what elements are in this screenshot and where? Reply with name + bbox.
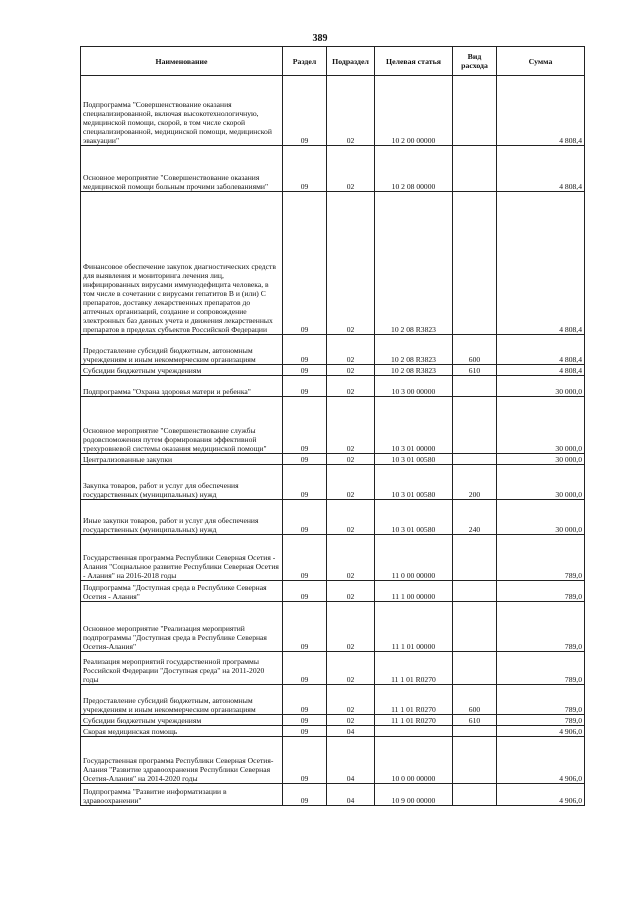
row-subsection-cell: 02 (327, 76, 375, 146)
header-subsection: Подраздел (327, 47, 375, 76)
row-name-cell: Основное мероприятие "Реализация мероприятий подпрограммы "Доступная среда в Республике Северная Осетия-Алания" (81, 602, 283, 652)
row-target-cell (375, 726, 453, 737)
row-subsection-cell: 04 (327, 737, 375, 784)
table-row (81, 602, 585, 652)
table-row (81, 652, 585, 685)
table-row (81, 685, 585, 715)
row-name-cell: Государственная программа Республики Северная Осетия - Алания "Социальное развитие Республики Северная Осетия - Алания" на 2016-2018 годы (81, 535, 283, 581)
row-amount-cell: 789,0 (497, 602, 585, 652)
table-row (81, 365, 585, 376)
row-section-cell: 09 (283, 685, 327, 715)
row-amount-cell: 30 000,0 (497, 454, 585, 465)
row-kind-cell (453, 192, 497, 335)
row-name-cell: Централизованные закупки (81, 454, 283, 465)
header-amount: Сумма (497, 47, 585, 76)
row-amount-cell: 30 000,0 (497, 465, 585, 500)
table-row (81, 192, 585, 335)
table-row (81, 737, 585, 784)
row-section-cell: 09 (283, 737, 327, 784)
row-subsection-cell: 04 (327, 726, 375, 737)
table-row (81, 726, 585, 737)
row-amount-cell: 4 808,4 (497, 146, 585, 192)
row-section-cell: 09 (283, 500, 327, 535)
row-amount-cell: 30 000,0 (497, 397, 585, 454)
row-name-cell: Подпрограмма "Доступная среда в Республике Северная Осетия - Алания" (81, 581, 283, 602)
row-subsection-cell: 02 (327, 715, 375, 726)
row-target-cell: 11 0 00 00000 (375, 535, 453, 581)
row-target-cell: 11 1 01 00000 (375, 602, 453, 652)
row-name-cell: Субсидии бюджетным учреждениям (81, 715, 283, 726)
row-kind-cell (453, 535, 497, 581)
row-section-cell: 09 (283, 652, 327, 685)
row-name-cell: Реализация мероприятий государственной программы Российской Федерации "Доступная среда" на 2011-2020 годы (81, 652, 283, 685)
row-subsection-cell: 02 (327, 465, 375, 500)
row-target-cell: 10 3 01 00580 (375, 500, 453, 535)
row-subsection-cell: 02 (327, 454, 375, 465)
row-section-cell: 09 (283, 602, 327, 652)
table-row (81, 500, 585, 535)
row-subsection-cell: 02 (327, 685, 375, 715)
row-amount-cell: 789,0 (497, 685, 585, 715)
header-section: Раздел (283, 47, 327, 76)
row-amount-cell: 4 808,4 (497, 365, 585, 376)
row-kind-cell: 610 (453, 365, 497, 376)
row-section-cell: 09 (283, 581, 327, 602)
row-subsection-cell: 02 (327, 376, 375, 397)
row-name-cell: Подпрограмма "Совершенствование оказания специализированной, включая высокотехнологичную, медицинской помощи, скорой, в том числе скорой специализированной, медицинской помощи, медицинской эвакуации" (81, 76, 283, 146)
row-kind-cell: 600 (453, 685, 497, 715)
row-subsection-cell: 02 (327, 581, 375, 602)
table-row (81, 535, 585, 581)
row-section-cell: 09 (283, 465, 327, 500)
table-row (81, 581, 585, 602)
row-subsection-cell: 02 (327, 146, 375, 192)
row-kind-cell (453, 146, 497, 192)
row-subsection-cell: 04 (327, 784, 375, 806)
header-kind: Вид расхода (453, 47, 497, 76)
row-target-cell: 10 3 01 00000 (375, 397, 453, 454)
row-section-cell: 09 (283, 397, 327, 454)
row-kind-cell (453, 602, 497, 652)
row-target-cell: 10 2 08 R3823 (375, 192, 453, 335)
row-target-cell: 10 2 00 00000 (375, 76, 453, 146)
row-target-cell: 10 3 01 00580 (375, 454, 453, 465)
row-target-cell: 10 2 08 00000 (375, 146, 453, 192)
row-target-cell: 10 0 00 00000 (375, 737, 453, 784)
page-number: 389 (312, 33, 328, 44)
row-kind-cell (453, 397, 497, 454)
row-subsection-cell: 02 (327, 365, 375, 376)
row-name-cell: Основное мероприятие "Совершенствование оказания медицинской помощи больным прочими заболеваниями" (81, 146, 283, 192)
row-target-cell: 11 1 00 00000 (375, 581, 453, 602)
row-target-cell: 10 2 08 R3823 (375, 365, 453, 376)
row-target-cell: 10 3 00 00000 (375, 376, 453, 397)
row-kind-cell (453, 454, 497, 465)
row-amount-cell: 789,0 (497, 715, 585, 726)
row-amount-cell: 4 808,4 (497, 335, 585, 365)
row-target-cell: 11 1 01 R0270 (375, 652, 453, 685)
row-amount-cell: 789,0 (497, 535, 585, 581)
row-section-cell: 09 (283, 335, 327, 365)
row-name-cell: Государственная программа Республики Северная Осетия-Алания "Развитие здравоохранения Республики Северная Осетия-Алания" на 2014-2020 годы (81, 737, 283, 784)
row-name-cell: Подпрограмма "Охрана здоровья матери и ребенка" (81, 376, 283, 397)
row-target-cell: 10 3 01 00580 (375, 465, 453, 500)
row-kind-cell (453, 76, 497, 146)
row-kind-cell (453, 726, 497, 737)
table-row (81, 465, 585, 500)
header-target: Целевая статья (375, 47, 453, 76)
row-name-cell: Основное мероприятие "Совершенствование службы родовспоможения путем формирования эффективной трехуровневой системы оказания медицинской помощи" (81, 397, 283, 454)
row-target-cell: 11 1 01 R0270 (375, 685, 453, 715)
row-subsection-cell: 02 (327, 192, 375, 335)
row-name-cell: Субсидии бюджетным учреждениям (81, 365, 283, 376)
table-row (81, 784, 585, 806)
row-name-cell: Иные закупки товаров, работ и услуг для обеспечения государственных (муниципальных) нужд (81, 500, 283, 535)
row-name-cell: Закупка товаров, работ и услуг для обеспечения государственных (муниципальных) нужд (81, 465, 283, 500)
row-kind-cell: 200 (453, 465, 497, 500)
row-amount-cell: 4 906,0 (497, 737, 585, 784)
row-subsection-cell: 02 (327, 602, 375, 652)
row-section-cell: 09 (283, 76, 327, 146)
row-kind-cell (453, 581, 497, 602)
row-section-cell: 09 (283, 784, 327, 806)
table-row (81, 454, 585, 465)
row-subsection-cell: 02 (327, 652, 375, 685)
row-amount-cell: 4 808,4 (497, 192, 585, 335)
row-section-cell: 09 (283, 454, 327, 465)
row-amount-cell: 30 000,0 (497, 500, 585, 535)
table-row (81, 397, 585, 454)
row-kind-cell: 600 (453, 335, 497, 365)
row-name-cell: Предоставление субсидий бюджетным, автономным учреждениям и иным некоммерческим организациям (81, 335, 283, 365)
row-target-cell: 11 1 01 R0270 (375, 715, 453, 726)
row-amount-cell: 30 000,0 (497, 376, 585, 397)
table-row (81, 76, 585, 146)
row-kind-cell: 240 (453, 500, 497, 535)
row-kind-cell (453, 376, 497, 397)
row-section-cell: 09 (283, 715, 327, 726)
row-amount-cell: 4 906,0 (497, 784, 585, 806)
row-amount-cell: 4 906,0 (497, 726, 585, 737)
row-kind-cell (453, 652, 497, 685)
table-row (81, 146, 585, 192)
row-kind-cell (453, 737, 497, 784)
row-subsection-cell: 02 (327, 397, 375, 454)
row-amount-cell: 4 808,4 (497, 76, 585, 146)
header-name: Наименование (81, 47, 283, 76)
table-row (81, 715, 585, 726)
row-name-cell: Предоставление субсидий бюджетным, автономным учреждениям и иным некоммерческим организациям (81, 685, 283, 715)
row-section-cell: 09 (283, 146, 327, 192)
row-kind-cell: 610 (453, 715, 497, 726)
row-name-cell: Подпрограмма "Развитие информатизации в здравоохранении" (81, 784, 283, 806)
table-body (81, 76, 585, 806)
row-section-cell: 09 (283, 365, 327, 376)
row-section-cell: 09 (283, 535, 327, 581)
row-amount-cell: 789,0 (497, 652, 585, 685)
table-row (81, 376, 585, 397)
row-section-cell: 09 (283, 726, 327, 737)
table-header-row (81, 47, 585, 76)
row-subsection-cell: 02 (327, 500, 375, 535)
row-subsection-cell: 02 (327, 335, 375, 365)
row-name-cell: Финансовое обеспечение закупок диагностических средств для выявления и мониторинга лечения лиц, инфицированных вирусами иммунодефицита человека, в том числе в сочетании с вирусами гепатитов B и (или) C препаратов, доставку лекарственных препаратов до аптечных организаций, создание и сопровождение электронных баз данных учета и движения лекарственных препаратов в пределах субъектов Российской Федерации (81, 192, 283, 335)
row-target-cell: 10 2 08 R3823 (375, 335, 453, 365)
row-target-cell: 10 9 00 00000 (375, 784, 453, 806)
row-kind-cell (453, 784, 497, 806)
table-row (81, 335, 585, 365)
row-subsection-cell: 02 (327, 535, 375, 581)
budget-table (80, 46, 585, 806)
row-name-cell: Скорая медицинская помощь (81, 726, 283, 737)
row-section-cell: 09 (283, 192, 327, 335)
row-amount-cell: 789,0 (497, 581, 585, 602)
row-section-cell: 09 (283, 376, 327, 397)
